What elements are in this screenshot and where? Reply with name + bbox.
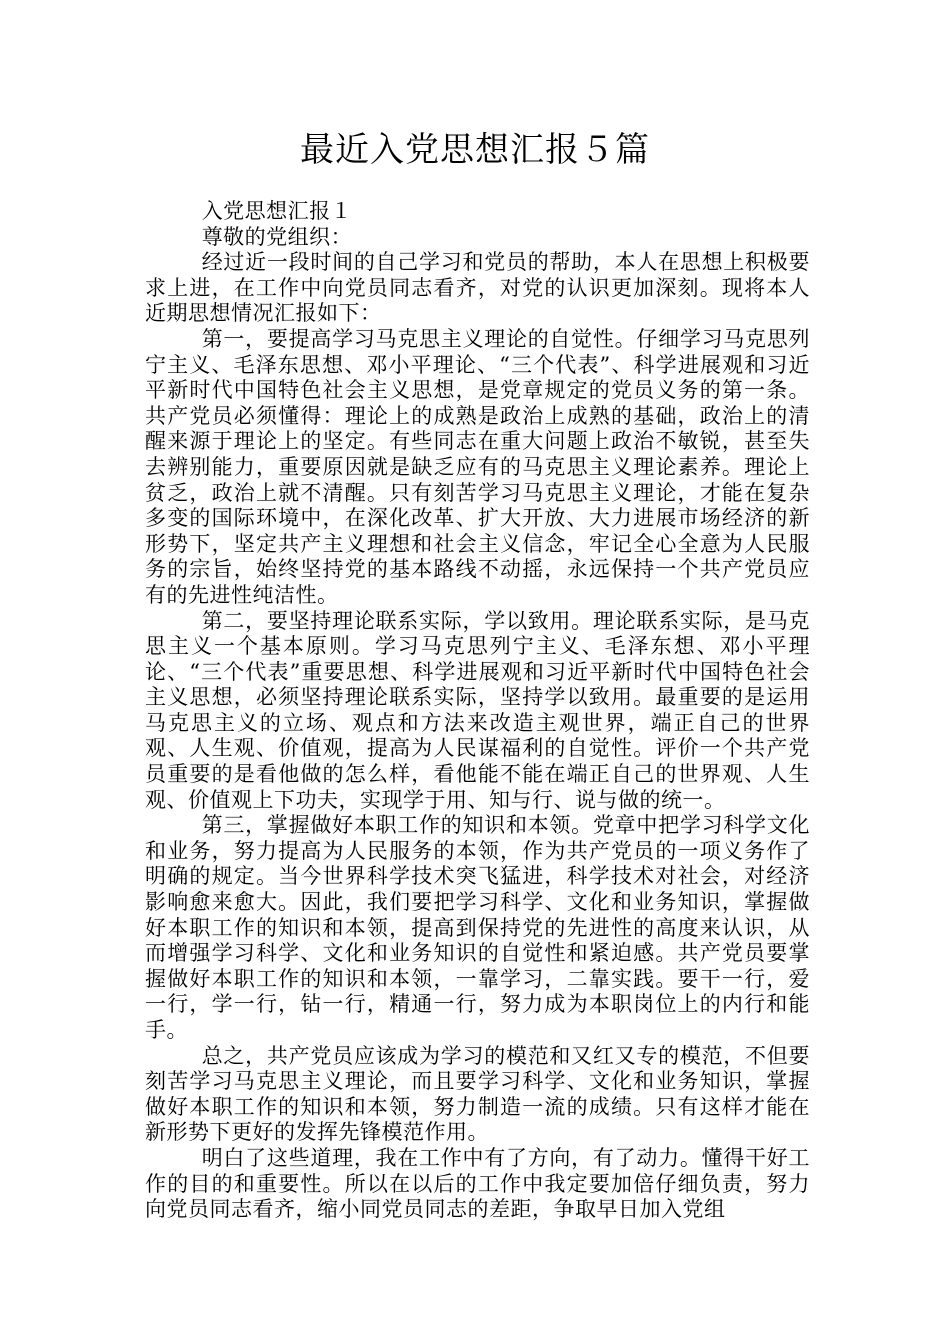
salutation: 尊敬的党组织： xyxy=(201,224,353,249)
paragraph-closing: 明白了这些道理，我在工作中有了方向，有了动力。懂得干好工作的目的和重要性。所以在以后的工作中我定要加倍仔细负责，努力向党员同志看齐，缩小同党员同志的差距，争取早日加入党组 xyxy=(145,1145,810,1222)
document-title: 最近入党思想汇报５篇 xyxy=(300,130,650,170)
paragraph-third-point: 第三，掌握做好本职工作的知识和本领。党章中把学习科学文化和业务，努力提高为人民服务的本领，作为共产党员的一项义务作了明确的规定。当今世界科学技术突飞猛进，科学技术对社会，对经济影响愈来愈大。因此，我们要把学习科学、文化和业务知识，掌握做好本职工作的知识和本领，提高到保持党的先进性的高度来认识，从而增强学习科学、文化和业务知识的自觉性和紧迫感。共产党员要掌握做好本职工作的知识和本领，一靠学习，二靠实践。要干一行，爱一行，学一行，钻一行，精通一行，努力成为本职岗位上的内行和能手。 xyxy=(145,813,810,1042)
paragraph-intro: 经过近一段时间的自己学习和党员的帮助，本人在思想上积极要求上进，在工作中向党员同志看齐，对党的认识更加深刻。现将本人近期思想情况汇报如下： xyxy=(145,250,810,326)
document-body xyxy=(145,199,810,1223)
paragraph-second-point: 第二，要坚持理论联系实际，学以致用。理论联系实际，是马克思主义一个基本原则。学习马克思列宁主义、毛泽东想、邓小平理论、“三个代表”重要思想、科学进展观和习近平新时代中国特色社会主义思想，必须坚持理论联系实际，坚持学以致用。最重要的是运用马克思主义的立场、观点和方法来改造主观世界，端正自己的世界观、人生观、价值观，提高为人民谋福利的自觉性。评价一个共产党员重要的是看他做的怎么样，看他能不能在端正自己的世界观、人生观、价值观上下功夫，实现学于用、知与行、说与做的统一。 xyxy=(145,608,810,812)
report-heading: 入党思想汇报１ xyxy=(201,199,353,223)
paragraph-first-point: 第一，要提高学习马克思主义理论的自觉性。仔细学习马克思列宁主义、毛泽东思想、邓小平理论、“三个代表”、科学进展观和习近平新时代中国特色社会主义思想，是党章规定的党员义务的第一条。共产党员必须懂得：理论上的成熟是政治上成熟的基础，政治上的清醒来源于理论上的坚定。有些同志在重大问题上政治不敏锐，甚至失去辨别能力，重要原因就是缺乏应有的马克思主义理论素养。理论上贫乏，政治上就不清醒。只有刻苦学习马克思主义理论，才能在复杂多变的国际环境中，在深化改革、扩大开放、大力进展市场经济的新形势下，坚定共产主义理想和社会主义信念，牢记全心全意为人民服务的宗旨，始终坚持党的基本路线不动摇，永远保持一个共产党员应有的先进性纯洁性。 xyxy=(145,326,810,607)
paragraph-summary: 总之，共产党员应该成为学习的模范和又红又专的模范，不但要刻苦学习马克思主义理论，而且要学习科学、文化和业务知识，掌握做好本职工作的知识和本领，努力制造一流的成绩。只有这样才能在新形势下更好的发挥先锋模范作用。 xyxy=(145,1043,810,1145)
